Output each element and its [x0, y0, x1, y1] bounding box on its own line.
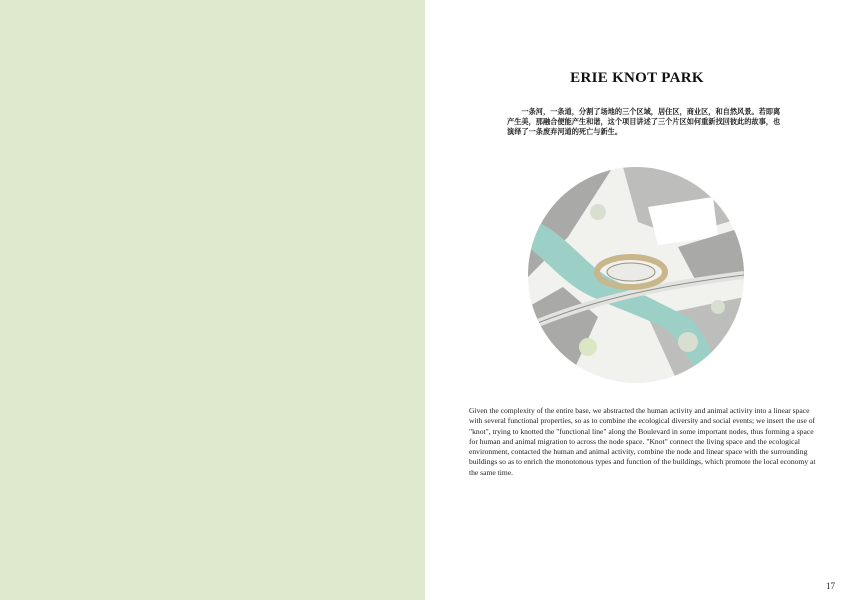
site-plan-image [528, 167, 744, 383]
page-title: ERIE KNOT PARK [570, 70, 704, 86]
right-page [425, 0, 849, 600]
intro-chinese-text: 一条河，一条道，分割了场地的三个区域，居住区，商业区，和自然风景。若即离产生美，那融合便能产生和谐，这个项目讲述了三个片区如何重新找回彼此的故事，也演绎了一条废弃河道的死亡与新生。 [507, 108, 781, 136]
description-english-text: Given the complexity of the entire base, we abstracted the human activity and animal activity into a linear space with several functional properties, so as to combine the ecological diversity and social events; we insert the use of "knot", trying to knotted the "functional line" along the Boulevard in some important nodes, thus forming a space for human and animal migration to across the node space. "Knot" connect the living space and the ecological environment, contacted the human and animal activity, combine the node and linear space with the surrounding buildings so as to enrich the monotonous types and function of the buildings, which promote the local economy at the same time. [469, 406, 816, 477]
page-number: 17 [826, 581, 835, 591]
